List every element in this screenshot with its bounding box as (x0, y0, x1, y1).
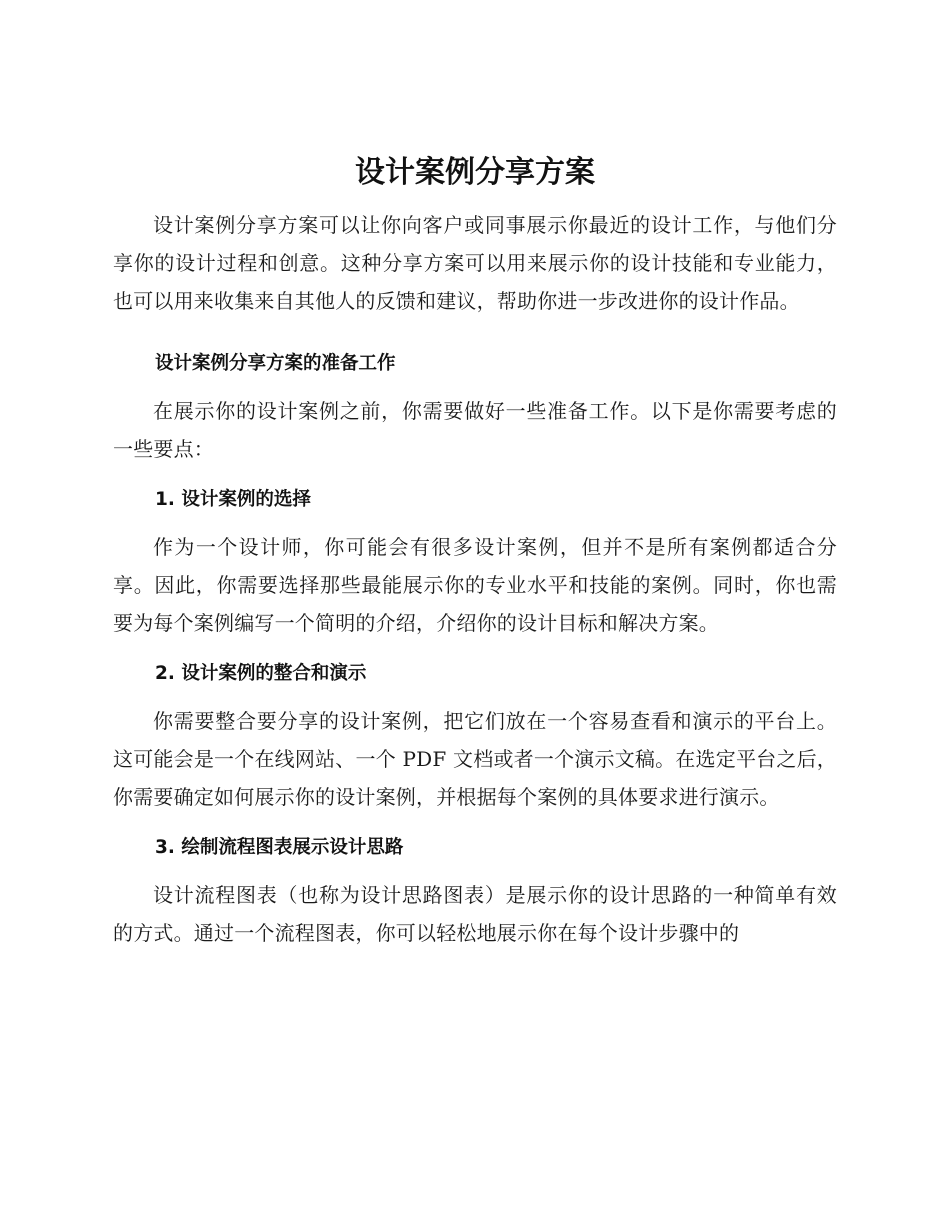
intro-paragraph: 设计案例分享方案可以让你向客户或同事展示你最近的设计工作，与他们分享你的设计过程和创意。这种分享方案可以用来展示你的设计技能和专业能力，也可以用来收集来自其他人的反馈和建议，帮助你进一步改进你的设计作品。 (113, 213, 837, 313)
section-heading-flowchart: 3. 绘制流程图表展示设计思路 (155, 837, 404, 858)
document-content (113, 148, 837, 952)
section-body-flowchart: 设计流程图表（也称为设计思路图表）是展示你的设计思路的一种简单有效的方式。通过一个流程图表，你可以轻松地展示你在每个设计步骤中的 (113, 883, 837, 945)
section-heading-preparation: 设计案例分享方案的准备工作 (155, 353, 396, 374)
section-body-integration: 你需要整合要分享的设计案例，把它们放在一个容易查看和演示的平台上。这可能会是一个在线网站、一个 PDF 文档或者一个演示文稿。在选定平台之后，你需要确定如何展示你的设计案例，并根据每个案例的具体要求进行演示。 (113, 709, 837, 809)
document-title: 设计案例分享方案 (355, 155, 595, 190)
spacer (113, 320, 837, 332)
section-body-preparation: 在展示你的设计案例之前，你需要做好一些准备工作。以下是你需要考虑的一些要点： (113, 399, 837, 461)
section-heading-selection: 1. 设计案例的选择 (155, 489, 311, 510)
section-heading-integration: 2. 设计案例的整合和演示 (155, 663, 367, 684)
section-body-selection: 作为一个设计师，你可能会有很多设计案例，但并不是所有案例都适合分享。因此，你需要选择那些最能展示你的专业水平和技能的案例。同时，你也需要为每个案例编写一个简明的介绍，介绍你的设计目标和解决方案。 (113, 535, 837, 635)
